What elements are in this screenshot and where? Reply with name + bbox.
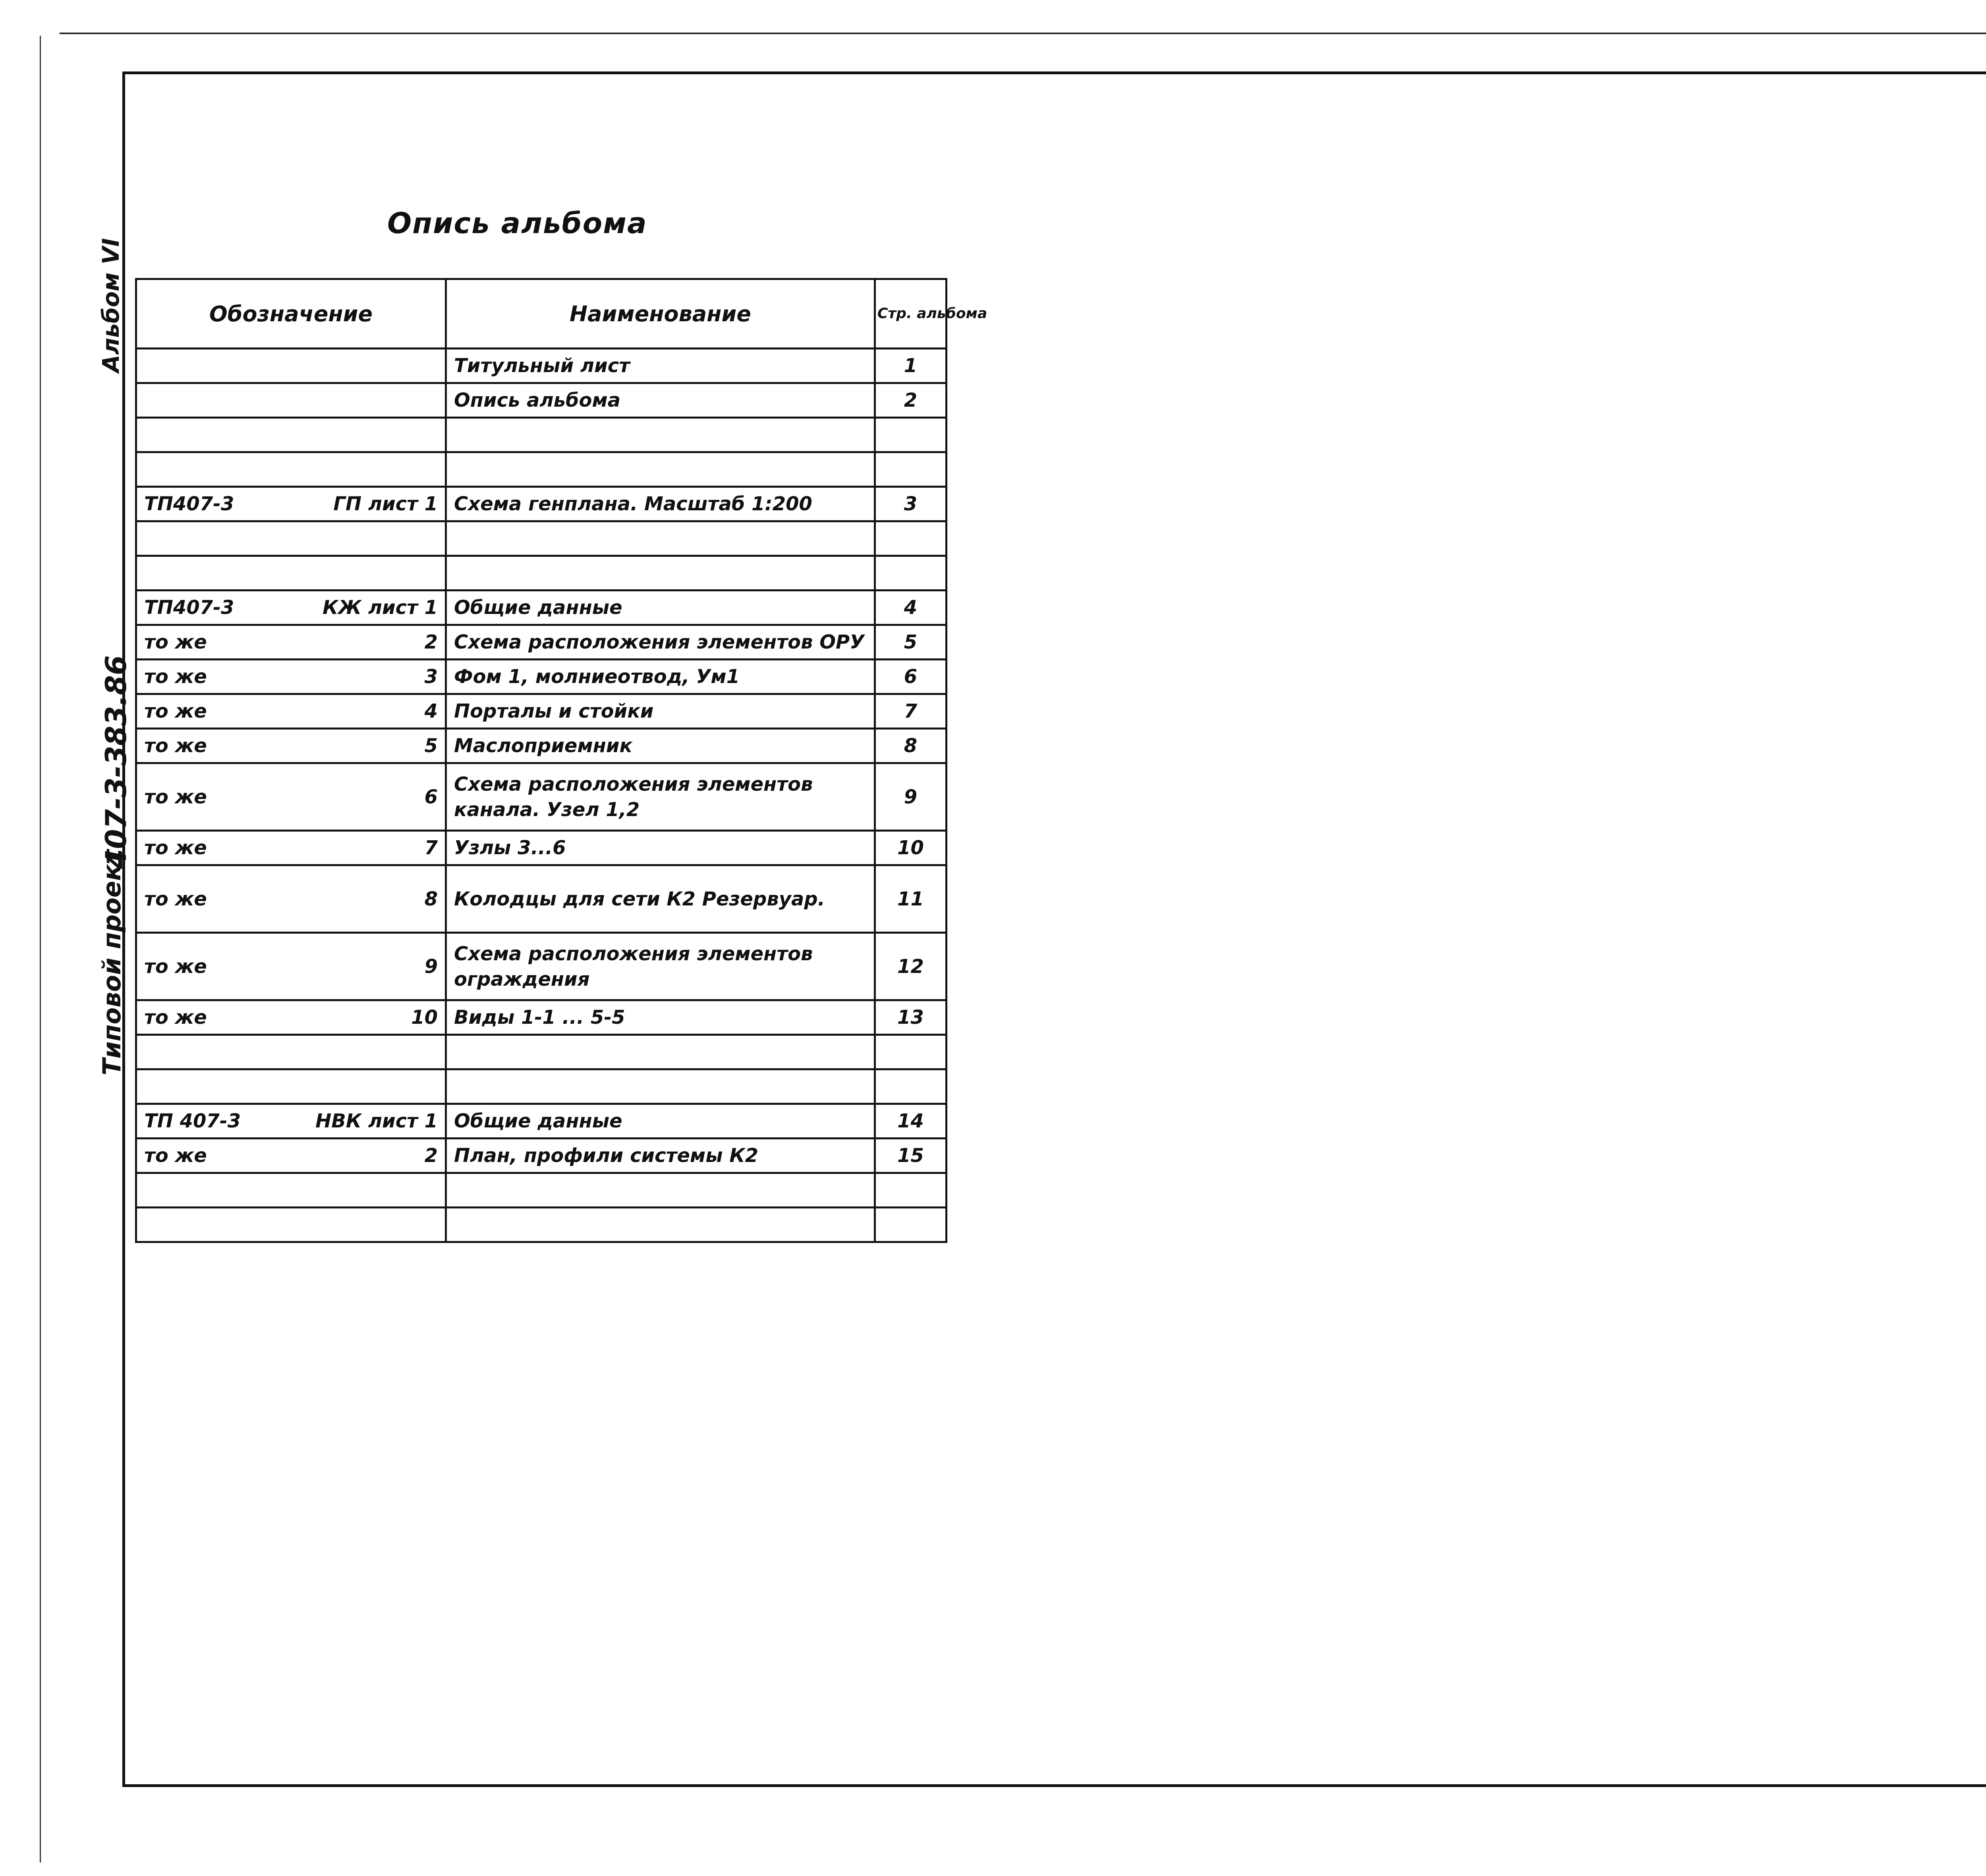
- cell-designation: [136, 1208, 446, 1242]
- cell-page: [875, 521, 947, 556]
- cell-page: [875, 1069, 947, 1104]
- cell-page: 14: [875, 1104, 947, 1139]
- table-row: [136, 1000, 947, 1035]
- cell-page: 11: [875, 865, 947, 933]
- table-row: [136, 729, 947, 763]
- designation-code: то же: [144, 735, 207, 757]
- designation-code: то же: [144, 837, 207, 859]
- cell-designation: [136, 591, 446, 625]
- cell-page: [875, 418, 947, 452]
- top-edge-line: [60, 33, 1986, 34]
- header-designation: Обозначение: [136, 279, 446, 349]
- cell-page: [875, 1173, 947, 1208]
- album-label: Альбом VI: [97, 238, 124, 372]
- designation-code: ТП407-3: [144, 596, 234, 619]
- table-row: [136, 1104, 947, 1139]
- cell-name: Узлы 3...6: [446, 831, 875, 865]
- designation-sheet: 4: [424, 700, 438, 722]
- cell-page: 9: [875, 763, 947, 831]
- designation-code: то же: [144, 786, 207, 808]
- designation-sheet: ГП лист 1: [333, 493, 438, 515]
- designation-sheet: 3: [424, 666, 438, 688]
- cell-name: Фом 1, молниеотвод, Ум1: [446, 660, 875, 694]
- designation-sheet: 8: [424, 888, 438, 910]
- cell-page: 6: [875, 660, 947, 694]
- designation-code: то же: [144, 666, 207, 688]
- designation-code: то же: [144, 700, 207, 722]
- cell-name: Виды 1-1 ... 5-5: [446, 1000, 875, 1035]
- cell-page: 3: [875, 487, 947, 521]
- cell-name: План, профили системы К2: [446, 1139, 875, 1173]
- cell-name: Маслоприемник: [446, 729, 875, 763]
- table-row: [136, 487, 947, 521]
- cell-page: [875, 1035, 947, 1069]
- cell-name: [446, 452, 875, 487]
- designation-code: то же: [144, 955, 207, 978]
- cell-page: 12: [875, 933, 947, 1000]
- cell-page: 7: [875, 694, 947, 729]
- cell-designation: [136, 383, 446, 418]
- cell-page: 15: [875, 1139, 947, 1173]
- table-row: [136, 1173, 947, 1208]
- table-row: [136, 763, 947, 831]
- table-row: [136, 556, 947, 591]
- cell-page: 2: [875, 383, 947, 418]
- designation-code: то же: [144, 1145, 207, 1167]
- cell-designation: [136, 729, 446, 763]
- project-label: Типовой проект: [97, 850, 126, 1075]
- cell-name: [446, 1173, 875, 1208]
- table-row: [136, 1208, 947, 1242]
- table-row: [136, 865, 947, 933]
- designation-code: ТП407-3: [144, 493, 234, 515]
- designation-sheet: 6: [424, 786, 438, 808]
- cell-designation: [136, 487, 446, 521]
- designation-sheet: НВК лист 1: [315, 1110, 438, 1132]
- cell-page: 5: [875, 625, 947, 660]
- cell-designation: [136, 349, 446, 383]
- cell-page: [875, 452, 947, 487]
- cell-name: Титульный лист: [446, 349, 875, 383]
- cell-name: [446, 521, 875, 556]
- cell-designation: [136, 1069, 446, 1104]
- designation-code: то же: [144, 888, 207, 910]
- designation-sheet: 5: [424, 735, 438, 757]
- cell-name: [446, 418, 875, 452]
- cell-name: Схема расположения элементов ограждения: [446, 933, 875, 1000]
- table-row: [136, 625, 947, 660]
- designation-code: то же: [144, 631, 207, 653]
- cell-designation: [136, 1104, 446, 1139]
- project-code: 407-3-383.86: [99, 655, 133, 869]
- designation-code: то же: [144, 1006, 207, 1029]
- cell-designation: [136, 1173, 446, 1208]
- cell-name: [446, 1069, 875, 1104]
- cell-designation: [136, 452, 446, 487]
- designation-sheet: 2: [424, 631, 438, 653]
- header-page: Стр. альбома: [875, 279, 947, 349]
- cell-page: 4: [875, 591, 947, 625]
- contents-table: [135, 278, 987, 1243]
- cell-name: Порталы и стойки: [446, 694, 875, 729]
- designation-sheet: 2: [424, 1145, 438, 1167]
- table-row: [136, 1035, 947, 1069]
- designation-sheet: КЖ лист 1: [323, 596, 438, 619]
- table-row: [136, 452, 947, 487]
- cell-name: Общие данные: [446, 591, 875, 625]
- cell-name: Опись альбома: [446, 383, 875, 418]
- cell-name: Колодцы для сети К2 Резервуар.: [446, 865, 875, 933]
- cell-page: [875, 1208, 947, 1242]
- designation-sheet: 9: [424, 955, 438, 978]
- table-row: [136, 591, 947, 625]
- cell-name: [446, 556, 875, 591]
- cell-designation: [136, 1035, 446, 1069]
- cell-designation: [136, 933, 446, 1000]
- cell-designation: [136, 831, 446, 865]
- cell-designation: [136, 625, 446, 660]
- cell-designation: [136, 1139, 446, 1173]
- designation-sheet: 7: [424, 837, 438, 859]
- left-edge-line: [40, 36, 41, 1862]
- cell-designation: [136, 521, 446, 556]
- cell-designation: [136, 865, 446, 933]
- cell-designation: [136, 1000, 446, 1035]
- cell-name: Схема генплана. Масштаб 1:200: [446, 487, 875, 521]
- designation-sheet: 10: [411, 1006, 438, 1029]
- table-row: [136, 831, 947, 865]
- table-row: [136, 660, 947, 694]
- designation-code: ТП 407-3: [144, 1110, 241, 1132]
- cell-page: 10: [875, 831, 947, 865]
- cell-designation: [136, 660, 446, 694]
- cell-name: [446, 1035, 875, 1069]
- cell-designation: [136, 694, 446, 729]
- cell-name: Схема расположения элементов канала. Узел 1,2: [446, 763, 875, 831]
- table-row: [136, 1139, 947, 1173]
- table-row: [136, 349, 947, 383]
- table-row: [136, 521, 947, 556]
- cell-page: 13: [875, 1000, 947, 1035]
- table-header-row: [136, 279, 947, 349]
- table-row: [136, 418, 947, 452]
- cell-designation: [136, 556, 446, 591]
- cell-name: Общие данные: [446, 1104, 875, 1139]
- cell-page: 8: [875, 729, 947, 763]
- document-title: Опись альбома: [387, 207, 647, 240]
- cell-page: [875, 556, 947, 591]
- cell-name: Схема расположения элементов ОРУ: [446, 625, 875, 660]
- cell-name: [446, 1208, 875, 1242]
- table-row: [136, 933, 947, 1000]
- table-row: [136, 383, 947, 418]
- cell-designation: [136, 418, 446, 452]
- table-row: [136, 1069, 947, 1104]
- header-name: Наименование: [446, 279, 875, 349]
- cell-page: 1: [875, 349, 947, 383]
- table-row: [136, 694, 947, 729]
- cell-designation: [136, 763, 446, 831]
